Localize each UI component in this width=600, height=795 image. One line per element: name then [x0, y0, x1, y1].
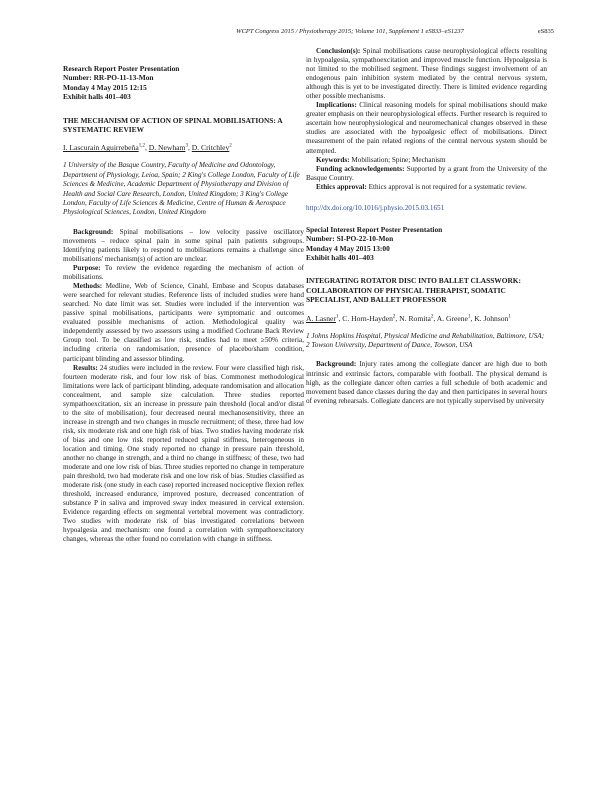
author-affil-sup: 1 — [508, 314, 511, 320]
author-affil-sup: 1,2 — [138, 143, 145, 149]
author-name: A. Greene — [436, 313, 468, 323]
affiliation: 1 Johns Hopkins Hospital, Physical Medicine and Rehabilitation, Baltimore, USA; — [306, 331, 545, 340]
abstract-number: Number: SI-PO-22-10-Mon — [306, 234, 394, 244]
right-column — [306, 47, 547, 406]
section-label: Funding acknowledgements: — [316, 164, 405, 173]
exhibit-location: Exhibit halls 401–403 — [306, 253, 374, 263]
section-text: Clinical reasoning models for spinal mobilisations should make greater emphasis on their neurophysiological effects. Further research is required to ascertain how neurophysiological and neuromechanical changes observed in these studies are associated with the hypoalgesic effect of mobilisations. Direct measurement of the pain related regions of the central nervous system should be attempted. — [306, 101, 548, 155]
author-name: K. Johnson — [474, 313, 509, 323]
section-text: To review the evidence regarding the mechanism of action of mobilisations. — [63, 264, 304, 282]
abstract1-meta — [63, 64, 304, 102]
author-name: C. Horn-Hayden — [342, 313, 393, 323]
author-name: D. Critchley — [191, 143, 230, 153]
section-label: Keywords: — [316, 155, 350, 164]
conclusions-paragraph — [306, 47, 547, 101]
affiliation: 2 Towson University, Department of Dance, Towson, USA — [306, 341, 473, 350]
implications-paragraph — [306, 101, 547, 155]
author-name: D. Newham — [148, 143, 186, 153]
section-text: Mobilisation; Spine; Mechanism — [351, 155, 446, 164]
abstract1-title: THE MECHANISM OF ACTION OF SPINAL MOBILISATIONS: A SYSTEMATIC REVIEW — [63, 115, 283, 135]
abstract2-title: INTEGRATING ROTATOR DISC INTO BALLET CLASSWORK: COLLABORATION OF PHYSICAL THERAPIST, SOMATIC SPECIALIST, AND BALLET PROFESSOR — [306, 276, 521, 305]
affiliation: 2 King's College London, Faculty of Life Sciences & Medicine, Academic Department of Physiotherapy and Division of Health and Social Care Research, London, United Kingdom; — [63, 170, 300, 198]
author-affil-sup: 2 — [430, 314, 434, 320]
ethics-paragraph — [306, 183, 547, 192]
section-text: Supported by a grant from the University of the Basque Country. — [306, 164, 547, 182]
abstract2-meta — [306, 225, 547, 263]
section-text: 24 studies were included in the review. Four were classified high risk, fourteen moderate risk, and four low risk of bias. Commonest methodological limitations were lack of participant blinding, adequate randomisation and allocation concealment, and sample size calculation. Three studies reported sympathoexcitation, six an increase in pressure pain threshold (local and/or distal to the site of mobilisation), four decreased neural mechanosensitivity, three an increase in strength and two changes in muscle recruitment; of these, three had low risk, six moderate risk and one high risk of bias. Two studies having moderate risk of bias and one low risk reported reduced spinal stiffness, heterogeneous in location and timing. One study reported no change in pressure pain threshold, another no change in strength, and a third no change in stiffness; of these, two had moderate and one low risk of bias. Three studies reported no change in temperature pain threshold, two had moderate risk and one low risk of bias. Studies classified as moderate risk (one study in each case) reported increased nociceptive flexion reflex threshold, increased endurance, improved posture, decreased concentration of substance P in saliva and improved sway index measured in cervical extension. Evidence regarding effects on segmental vertebral movement was contradictory. Two studies with moderate risk of bias investigated correlations between hypoalgesia and mechanism: one found a correlation with sympathoexcitatory changes, whereas the other found no correlation with change in stiffness. — [63, 363, 304, 544]
section-text: Spinal mobilisations cause neurophysiological effects resulting in hypoalgesia, sympathoexcitation and improved muscle function. Hypoalgesia is not limited to the mobilised segment. These findings suggest involvement of an endogenous pain inhibition system mediated by the central nervous system, although this is yet to be investigated directly. There is limited evidence regarding other possible mechanisms. — [306, 47, 547, 101]
exhibit-location: Exhibit halls 401–403 — [63, 92, 131, 102]
funding-paragraph — [306, 165, 547, 183]
keywords-paragraph — [306, 156, 547, 165]
abstract2-authors: A. Lasner$^1$, C. Horn-Hayden$^2$, N. Romita$^2$, A. Greene$^1$, K. Johnson$^1$ — [306, 313, 511, 323]
session-time: Monday 4 May 2015 13:00 — [306, 243, 390, 253]
author-affil-sup: 3 — [185, 143, 188, 149]
author-name: N. Romita — [399, 313, 431, 323]
background-paragraph-2 — [306, 360, 547, 405]
affiliation: 3 King's College London, Faculty of Life Sciences & Medicine, Centre of Human & Aerospace Physiological Sciences, London, United Kingdom — [63, 189, 288, 217]
doi-link[interactable]: http://dx.doi.org/10.1016/j.physio.2015.03.1651 — [306, 203, 445, 212]
abstract-number: Number: RR-PO-11-13-Mon — [63, 73, 154, 83]
section-label: Results: — [73, 363, 98, 372]
author-affil-sup: 1 — [467, 314, 471, 320]
section-text: Spinal mobilisations – low velocity passive oscillatory movements – reduce spinal pain in some spinal pain patients subgroups. Identifying patients likely to respond to mobilisations remains a challenge since mobilisations' mechanism(s) of action are unclear. — [63, 227, 305, 264]
affiliation: 1 University of the Basque Country, Faculty of Medicine and Odontology, Department of Physiology, Leioa, Spain; — [63, 161, 276, 179]
author-affil-sup: 2 — [392, 314, 396, 320]
section-label: Methods: — [73, 282, 103, 291]
section-label: Implications: — [316, 101, 357, 110]
background-paragraph — [63, 228, 304, 264]
section-text: Ethics approval is not required for a systematic review. — [368, 182, 527, 191]
section-label: Ethics approval: — [316, 182, 367, 191]
abstract1-authors: I. Lascurain Aguirrebeña$^{1,2}$, D. Newham$^3$, D. Critchley$^2$ — [63, 143, 232, 153]
journal-citation: WCPT Congress 2015 / Physiotherapy 2015; Volume 101, Supplement 1 eS833–eS1237 — [236, 28, 464, 35]
abstract1-affiliations — [63, 161, 304, 217]
purpose-paragraph — [63, 264, 304, 282]
section-text: Medline, Web of Science, Cinahl, Embase and Scopus databases were searched for relevant studies. Reference lists of included studies were hand searched. No date limit was set. Studies were included if the intervention was passive spinal mobilisations, participants were symptomatic and outcomes evaluated possible mechanisms of action. Methodological quality was independently assessed by two assessors using a modified Cochrane Back Review Group tool. To be classified as low risk, studies had to meet ≥50% criteria, including criteria on randomisation, presence of placebo/sham condition, participant blinding and assessor blinding. — [63, 282, 305, 363]
section-label: Purpose: — [73, 264, 101, 273]
abstract2-affiliations — [306, 332, 547, 351]
section-label: Background: — [73, 227, 114, 236]
author-affil-sup: 2 — [229, 143, 232, 149]
section-label: Conclusion(s): — [316, 47, 361, 55]
methods-paragraph — [63, 282, 304, 363]
left-column — [63, 64, 304, 545]
author-name: I. Lascurain Aguirrebeña — [63, 143, 139, 153]
section-text: Injury rates among the collegiate dancer are high due to both intrinsic and extrinsic factors, comparable with football. The physical demand is high, as the collegiate dancer often carries a full schedule of both academic and movement based dance classes during the day and then participates in several hours of evening rehearsals. Collegiate dancers are not typically supervised by university — [306, 360, 547, 405]
page-number: eS835 — [537, 28, 554, 35]
presentation-type: Special Interest Report Poster Presentation — [306, 224, 443, 234]
session-time: Monday 4 May 2015 12:15 — [63, 82, 147, 92]
author-affil-sup: 1 — [335, 314, 339, 320]
presentation-type: Research Report Poster Presentation — [63, 64, 180, 73]
section-label: Background: — [316, 360, 357, 369]
author-name: A. Lasner — [306, 313, 336, 323]
results-paragraph — [63, 364, 304, 545]
